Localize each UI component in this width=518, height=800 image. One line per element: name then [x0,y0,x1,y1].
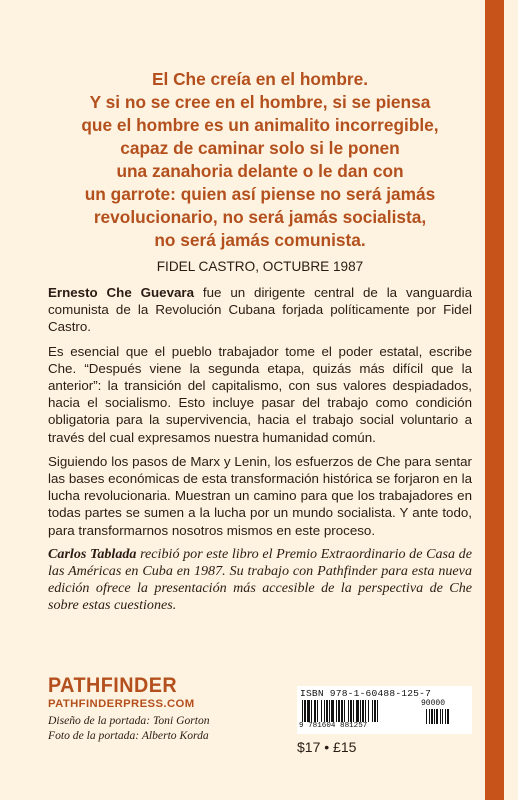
barcode-bar [311,700,312,722]
quote-attribution: FIDEL CASTRO, OCTUBRE 1987 [156,259,364,274]
quote-line: capaz de caminar solo si le ponen [120,138,400,158]
barcode-bar [362,700,364,722]
editor-note [48,546,472,615]
barcode-bar [317,700,318,722]
blurb-text [48,284,472,622]
quote-line: no será jamás comunista. [154,230,366,250]
barcode-addon-bar [440,709,441,724]
barcode-addon-bar [431,709,433,724]
barcode-bar [329,700,330,722]
quote-line: El Che creía en el hombre. [151,69,369,89]
barcode-bar [360,700,361,722]
editor-name: Carlos Tablada [48,545,137,562]
quote-line: un garrote: quien así piense no será jamás [84,184,436,204]
barcode-addon-bar [447,709,449,724]
barcode-bar [314,700,316,722]
barcode-bar [307,700,310,722]
barcode-addon-bar [436,709,438,724]
barcode-bar [356,700,359,722]
blurb-paragraph-3: Siguiendo los pasos de Marx y Lenin, los esfuerzos de Che para sentar las bases económicas de esta transformación histórica se forjaron en la lucha revolucionaria. Muestran un camino para que los trabajadores en todas partes se sumen a la lucha por un mundo socialista. Y ante todo, para transformarnos nosotros mismos en este proceso. [48,453,472,538]
quote-line: Y si no se cree en el hombre, si se piensa [89,92,431,112]
spine-stripe [485,0,504,800]
quote-line: revolucionario, no será jamás socialista, [93,207,427,227]
barcode-bar [338,700,340,722]
author-name: Ernesto Che Guevara [48,285,195,300]
barcode-bar [348,700,349,722]
barcode-addon-bar [429,709,430,724]
barcode-bar [304,700,306,722]
editor-note-text: recibió por este libro el Premio Extraordinario de Casa de las Américas en Cuba en 1987. Su trabajo con Pathfinder para esta nueva edición ofrece la presentación más accesible de la perspectiva de Che sobre estas cuestiones. [48,545,472,614]
barcode-addon-bar [426,709,427,724]
cover-credits [48,713,268,743]
barcode-bar [331,700,334,722]
barcode-addon-bar [445,709,446,724]
barcode-digits: 9 781604 881257 [299,722,368,730]
cover-photo-credit: Foto de la portada: Alberto Korda [48,729,209,742]
barcode-bar [365,700,366,722]
barcode-bar [326,700,328,722]
price: $17 • £15 [297,739,357,755]
barcode-bar [374,700,376,722]
barcode-bar [341,700,343,722]
barcode-bar [302,700,303,722]
blurb-paragraph-1 [48,284,472,336]
barcode-bar [372,700,373,722]
barcode-bar [321,700,322,722]
barcode-addon-bar [434,709,435,724]
blurb-paragraph-2: Es esencial que el pueblo trabajador tome el poder estatal, escribe Che. “Después viene la segunda etapa, quizás más difícil que la anterior”: la transición del capitalismo, con sus valores despiadados, hacia el socialismo. Esto incluye pasar del trabajo como condición obligatoria para la supervivencia, hacia el trabajo social voluntario a través del cual expresamos nuestra humanidad común. [48,343,472,445]
quote-line: una zanahoria delante o le dan con [116,161,404,181]
barcode-bar [344,700,345,722]
blurb-paragraph-1-text: fue un dirigente central de la vanguardia comunista de la Revolución Cubana forjada políticamente por Fidel Castro. [48,285,472,335]
quote-line: que el hombre es un animalito incorregible, [81,115,439,135]
barcode-bar [368,700,369,722]
barcode-bar [377,700,378,722]
barcode-bar [350,700,352,722]
barcode-bar [324,700,325,722]
cover-design-credit: Diseño de la portada: Toni Gorton [48,714,210,727]
publisher-logo [48,674,268,711]
barcode-bar [353,700,354,722]
isbn-number: ISBN 978-1-60488-125-7 [300,688,432,699]
barcode-bar [336,700,337,722]
barcode-addon-digits: 90000 [421,699,446,708]
publisher-name: PATHFINDER [48,673,178,697]
epigraph-quote [62,68,458,278]
barcode-addon-bar [442,709,443,724]
publisher-url: PATHFINDERPRESS.COM [48,698,195,710]
